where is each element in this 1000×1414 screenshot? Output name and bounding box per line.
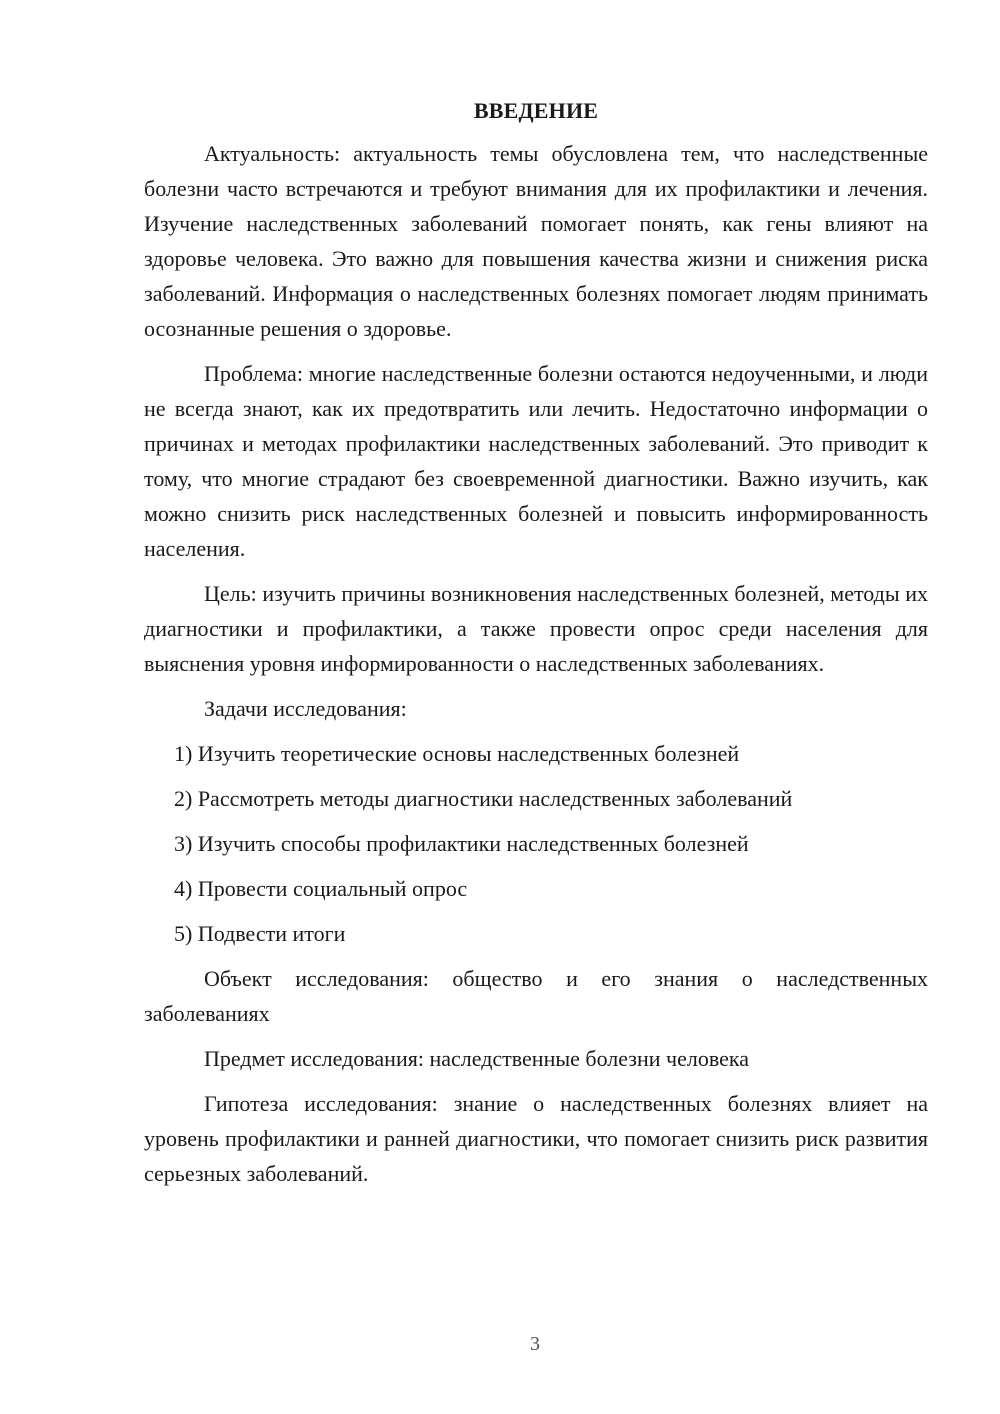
paragraph-relevance: Актуальность: актуальность темы обусловлена тем, что наследственные болезни часто встречаются и требуют внимания для их профилактики и лечения. Изучение наследственных заболеваний помогает понять, как гены влияют на здоровье человека. Это важно для повышения качества жизни и снижения риска заболеваний. Информация о наследственных болезнях помогает людям принимать осознанные решения о здоровье. bbox=[144, 141, 928, 341]
page-number: 3 bbox=[530, 1333, 540, 1355]
section-heading: ВВЕДЕНИЕ bbox=[473, 98, 599, 123]
paragraph-object: Объект исследования: общество и его знания о наследственных заболеваниях bbox=[144, 966, 928, 1026]
list-item: 4) Провести социальный опрос bbox=[174, 876, 468, 901]
page-content bbox=[144, 96, 928, 1201]
paragraph-hypothesis: Гипотеза исследования: знание о наследственных болезнях влияет на уровень профилактики и ранней диагностики, что помогает снизить риск развития серьезных заболеваний. bbox=[144, 1091, 928, 1186]
paragraph-subject: Предмет исследования: наследственные болезни человека bbox=[204, 1046, 749, 1071]
list-item: 5) Подвести итоги bbox=[174, 921, 346, 946]
paragraph-goal: Цель: изучить причины возникновения наследственных болезней, методы их диагностики и профилактики, а также провести опрос среди населения для выяснения уровня информированности о наследственных заболеваниях. bbox=[144, 581, 928, 676]
list-item: 1) Изучить теоретические основы наследственных болезней bbox=[174, 741, 740, 766]
tasks-list bbox=[144, 736, 928, 951]
tasks-heading: Задачи исследования: bbox=[204, 696, 407, 721]
list-item: 3) Изучить способы профилактики наследственных болезней bbox=[174, 831, 749, 856]
list-item: 2) Рассмотреть методы диагностики наследственных заболеваний bbox=[174, 786, 793, 811]
paragraph-problem: Проблема: многие наследственные болезни остаются недоученными, и люди не всегда знают, как их предотвратить или лечить. Недостаточно информации о причинах и методах профилактики наследственных заболеваний. Это приводит к тому, что многие страдают без своевременной диагностики. Важно изучить, как можно снизить риск наследственных болезней и повысить информированность населения. bbox=[144, 361, 928, 561]
